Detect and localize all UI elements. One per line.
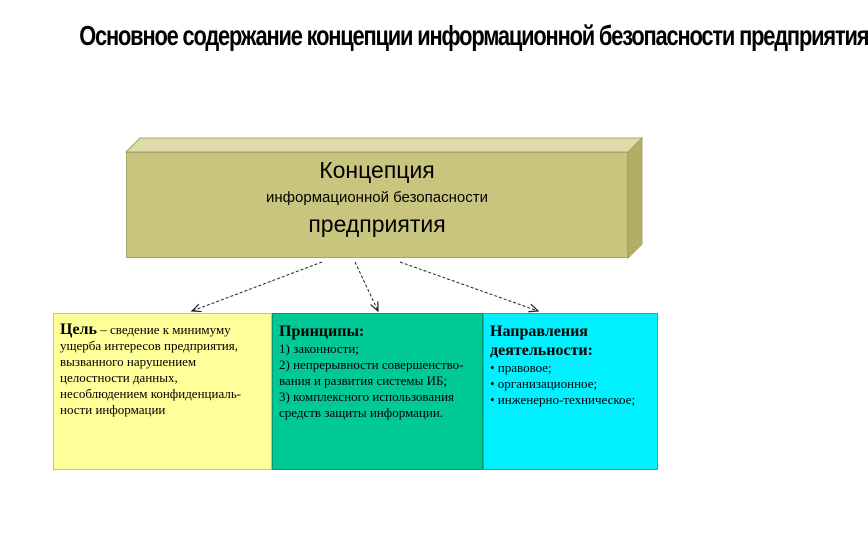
arrow-to-goal bbox=[192, 262, 322, 311]
principle-line: вания и развития системы ИБ; bbox=[279, 373, 448, 388]
goal-line: ности информации bbox=[60, 402, 166, 417]
directions-heading: Направления bbox=[490, 323, 588, 340]
principle-line: 1) законности; bbox=[279, 341, 359, 356]
goal-line: ущерба интересов предприятия, bbox=[60, 338, 238, 353]
directions-heading-cont: деятельности: bbox=[490, 342, 593, 359]
concept-object: предприятия bbox=[308, 211, 446, 237]
arrow-to-directions bbox=[400, 262, 538, 311]
direction-item: • правовое; bbox=[490, 360, 552, 375]
goal-heading: Цель bbox=[60, 321, 97, 338]
concept-block-side bbox=[628, 138, 642, 258]
goal-text-start: – сведение к минимуму bbox=[96, 322, 231, 337]
goal-first-line bbox=[60, 322, 265, 338]
concept-block-top bbox=[126, 138, 642, 152]
concept-block bbox=[126, 152, 628, 258]
goal-line: целостности данных, bbox=[60, 370, 178, 385]
direction-item: • инженерно-техническое; bbox=[490, 392, 636, 407]
principles-heading: Принципы: bbox=[279, 323, 365, 340]
principles-box bbox=[272, 313, 483, 470]
arrow-to-principles bbox=[355, 262, 378, 311]
principle-line: 2) непрерывности совершенство- bbox=[279, 357, 464, 372]
principle-line: средств защиты информации. bbox=[279, 405, 444, 420]
direction-item: • организационное; bbox=[490, 376, 598, 391]
goal-box bbox=[53, 313, 272, 470]
concept-title: Концепция bbox=[319, 157, 435, 183]
principle-line: 3) комплексного использования bbox=[279, 389, 455, 404]
goal-line: несоблюдением конфиденциаль- bbox=[60, 386, 242, 401]
directions-box bbox=[483, 313, 658, 470]
goal-line: вызванного нарушением bbox=[60, 354, 197, 369]
page-title: Основное содержание концепции информационной безопасности предприятия bbox=[79, 20, 868, 51]
concept-subtitle: информационной безопасности bbox=[266, 189, 488, 206]
